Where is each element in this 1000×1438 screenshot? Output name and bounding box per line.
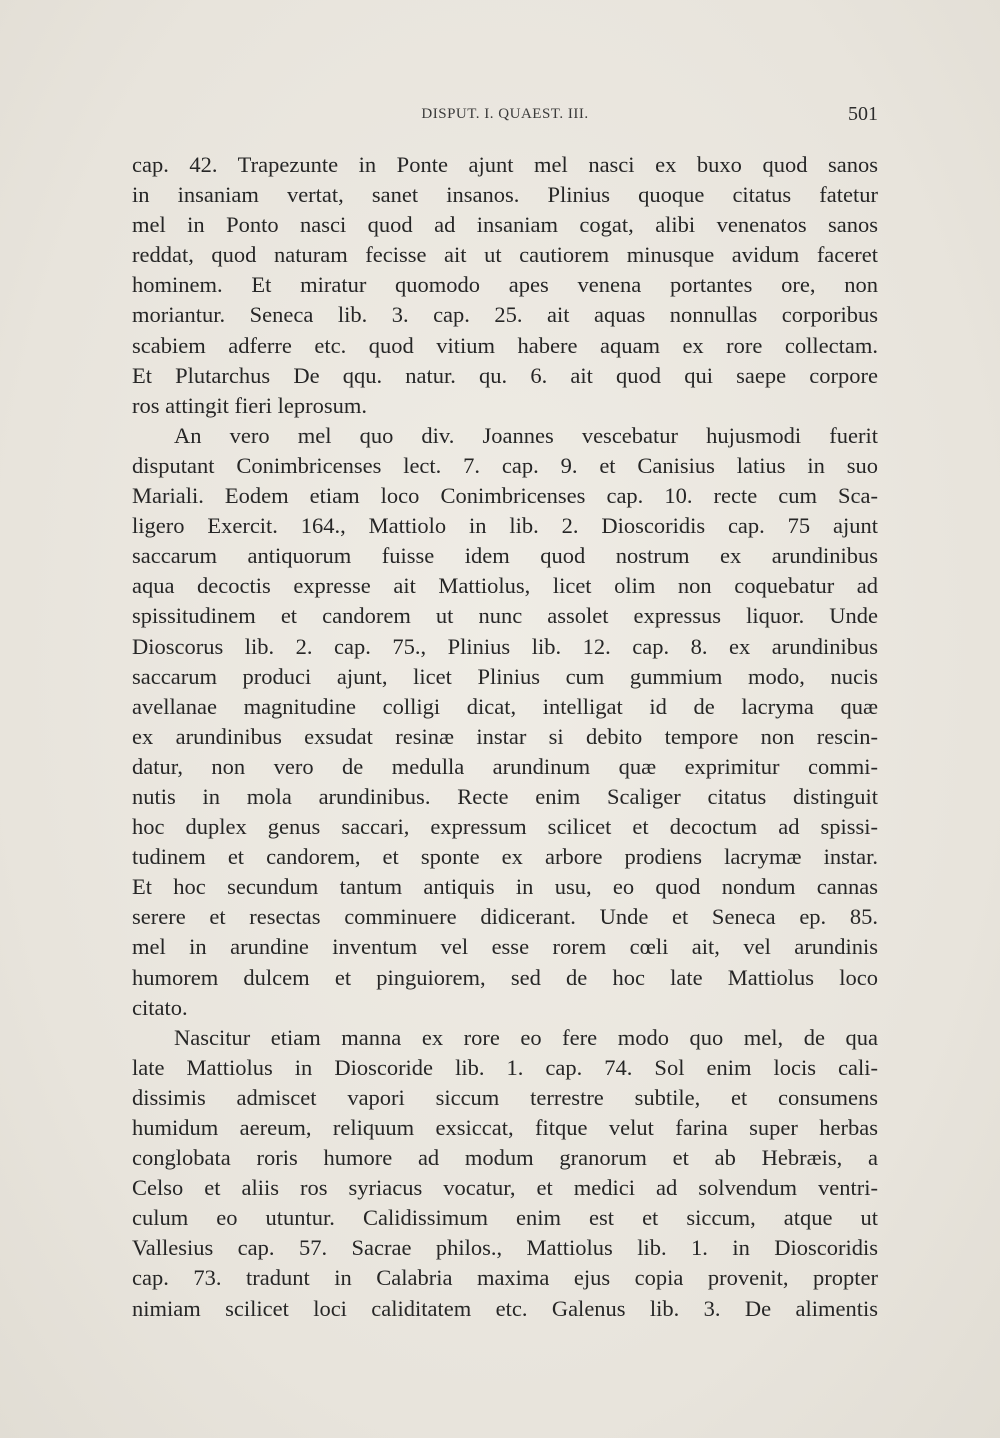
- text-line: moriantur. Seneca lib. 3. cap. 25. ait aquas nonnullas corporibus: [132, 302, 878, 328]
- text-line: serere et resectas comminuere didicerant. Unde et Seneca ep. 85.: [132, 904, 878, 930]
- text-line: humorem dulcem et pinguiorem, sed de hoc late Mattiolus loco: [132, 964, 878, 990]
- text-line: Nascitur etiam manna ex rore eo fere modo quo mel, de qua: [174, 1024, 878, 1050]
- running-title: DISPUT. I. QUAEST. III.: [421, 106, 589, 122]
- text-line: aqua decoctis expresse ait Mattiolus, licet olim non coquebatur ad: [132, 573, 878, 599]
- text-line: mel in arundine inventum vel esse rorem cœli ait, vel arundinis: [132, 934, 878, 960]
- text-line: late Mattiolus in Dioscoride lib. 1. cap. 74. Sol enim locis cali-: [132, 1054, 878, 1080]
- text-line: hominem. Et miratur quomodo apes venena portantes ore, non: [132, 272, 878, 298]
- text-line: Dioscorus lib. 2. cap. 75., Plinius lib. 12. cap. 8. ex arundinibus: [132, 633, 878, 659]
- text-line: cap. 42. Trapezunte in Ponte ajunt mel nasci ex buxo quod sanos: [132, 152, 878, 177]
- text-line: nutis in mola arundinibus. Recte enim Scaliger citatus distinguit: [132, 783, 878, 809]
- text-line: mel in Ponto nasci quod ad insaniam cogat, alibi venenatos sanos: [132, 212, 878, 238]
- text-line: Celso et aliis ros syriacus vocatur, et medici ad solvendum ventri-: [132, 1175, 878, 1201]
- text-line: saccarum produci ajunt, licet Plinius cum gummium modo, nucis: [132, 663, 878, 689]
- text-line: Vallesius cap. 57. Sacrae philos., Mattiolus lib. 1. in Dioscoridis: [132, 1235, 878, 1261]
- text-line: An vero mel quo div. Joannes vescebatur hujusmodi fuerit: [174, 422, 878, 448]
- text-line: nimiam scilicet loci caliditatem etc. Galenus lib. 3. De alimentis: [132, 1295, 878, 1321]
- text-line: ros attingit fieri leprosum.: [132, 392, 367, 418]
- text-line: citato.: [132, 994, 188, 1020]
- text-line: conglobata roris humore ad modum granorum et ab Hebræis, a: [132, 1145, 878, 1171]
- text-line: ex arundinibus exsudat resinæ instar si debito tempore non rescin-: [132, 723, 878, 749]
- text-line: ligero Exercit. 164., Mattiolo in lib. 2. Dioscoridis cap. 75 ajunt: [132, 513, 878, 539]
- text-line: culum eo utuntur. Calidissimum enim est et siccum, atque ut: [132, 1205, 878, 1231]
- text-line: datur, non vero de medulla arundinum quæ exprimitur commi-: [132, 753, 878, 779]
- text-line: reddat, quod naturam fecisse ait ut cautiorem minusque avidum faceret: [132, 242, 878, 268]
- text-line: Et Plutarchus De qqu. natur. qu. 6. ait quod qui saepe corpore: [132, 362, 878, 388]
- text-line: dissimis admiscet vapori siccum terrestre subtile, et consumens: [132, 1084, 878, 1110]
- running-head: [132, 103, 878, 130]
- text-line: disputant Conimbricenses lect. 7. cap. 9. et Canisius latius in suo: [132, 452, 878, 478]
- text-line: spissitudinem et candorem ut nunc assolet expressus liquor. Unde: [132, 603, 878, 629]
- text-line: humidum aereum, reliquum exsiccat, fitque velut farina super herbas: [132, 1115, 878, 1140]
- text-line: avellanae magnitudine colligi dicat, intelligat id de lacryma quæ: [132, 693, 878, 719]
- text-line: saccarum antiquorum fuisse idem quod nostrum ex arundinibus: [132, 543, 878, 569]
- body-text: [132, 150, 878, 1324]
- text-line: hoc duplex genus saccari, expressum scilicet et decoctum ad spissi-: [132, 814, 878, 840]
- text-line: cap. 73. tradunt in Calabria maxima ejus copia provenit, propter: [132, 1265, 878, 1291]
- text-line: Et hoc secundum tantum antiquis in usu, eo quod nondum cannas: [132, 874, 878, 900]
- text-line: tudinem et candorem, et sponte ex arbore prodiens lacrymæ instar.: [132, 844, 878, 870]
- text-line: scabiem adferre etc. quod vitium habere aquam ex rore collectam.: [132, 332, 878, 358]
- page-number: 501: [848, 103, 878, 125]
- text-line: Mariali. Eodem etiam loco Conimbricenses cap. 10. recte cum Sca-: [132, 483, 878, 509]
- text-line: in insaniam vertat, sanet insanos. Plinius quoque citatus fatetur: [132, 182, 878, 208]
